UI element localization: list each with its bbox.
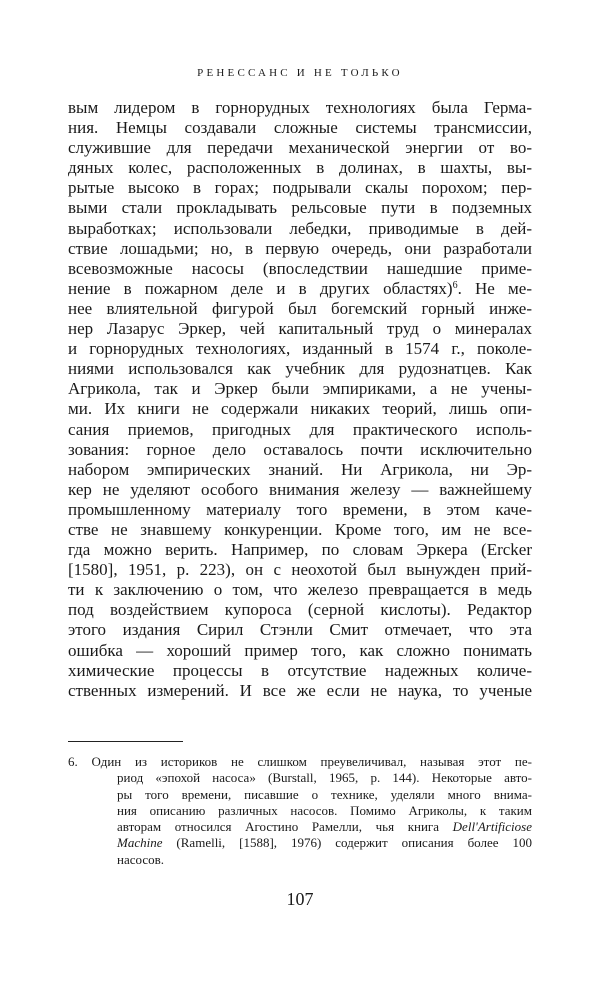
footnote-line: ния описанию различных насосов. Помимо Агриколы, к таким — [117, 802, 532, 818]
text-line: [1580], 1951, p. 223), он с неохотой был вынужден прий- — [68, 560, 532, 580]
text-line: стве не знавшему конкуренции. Кроме того, им не все- — [68, 519, 532, 539]
text-line: нее влиятельной фигурой был богемский горный инже- — [68, 298, 532, 318]
text-line: ми. Их книги не содержали никаких теорий, лишь опи- — [68, 399, 532, 419]
text-line: ошибка — хороший пример того, как сложно понимать — [68, 640, 532, 660]
text-line: рытые высоко в горах; подрывали скалы порохом; пер- — [68, 178, 532, 198]
text-line: ственных измерений. И все же если не наука, то ученые — [68, 680, 532, 700]
footnote-line: риод «эпохой насоса» (Burstall, 1965, p. 144). Некоторые авто- — [117, 770, 532, 786]
text-line — [68, 279, 532, 299]
text-line: набором эмпирических знаний. Ни Агрикола, ни Эр- — [68, 459, 532, 479]
text-line: кер не уделяют особого внимания железу — важнейшему — [68, 479, 532, 499]
text-line: зования: горное дело оставалось почти исключительно — [68, 439, 532, 459]
text-segment: авторам относился Агостино Рамелли, чья книга — [117, 819, 453, 835]
text-line: служившие для передачи механической энергии от во- — [68, 138, 532, 158]
text-line: нер Лазарус Эркер, чей капитальный труд о минералах — [68, 319, 532, 339]
text-line: ти к заключению о том, что железо превращается в медь — [68, 580, 532, 600]
running-head: РЕНЕССАНС И НЕ ТОЛЬКО — [197, 67, 403, 79]
text-line: ния. Немцы создавали сложные системы трансмиссии, — [68, 118, 532, 138]
footnote-reference[interactable]: 6 — [452, 279, 458, 291]
text-segment: (Ramelli, [1588], 1976) содержит описания более 100 — [162, 835, 532, 851]
page-number: 107 — [286, 889, 314, 909]
text-line: этого издания Сирил Стэнли Смит отмечает, что эта — [68, 620, 532, 640]
text-line: всевозможные насосы (впоследствии нашедшие приме- — [68, 258, 532, 278]
text-line: под воздействием купороса (серной кислоты). Редактор — [68, 600, 532, 620]
book-title: Dell'Artificiose — [452, 819, 532, 835]
book-title: Machine — [117, 835, 163, 851]
text-line: химические процессы в отсутствие надежных количе- — [68, 660, 532, 680]
text-segment: . Не ме- — [457, 278, 532, 298]
text-line: выработках; использовали лебедки, приводимые в дей- — [68, 218, 532, 238]
text-line: ниями использовался как учебник для рудознатцев. Как — [68, 359, 532, 379]
text-line: Агрикола, так и Эркер были эмпириками, а не учены- — [68, 379, 532, 399]
text-line: гда можно верить. Например, по словам Эркера (Ercker — [68, 540, 532, 560]
text-segment: нение в пожарном деле и в других областях) — [68, 278, 453, 298]
text-line: вым лидером в горнорудных технологиях была Герма- — [68, 98, 532, 117]
footnote-line: 6. Один из историков не слишком преувеличивал, называя этот пе- — [68, 754, 532, 769]
body-text — [68, 98, 532, 701]
footnote-line: насосов. — [117, 851, 164, 867]
text-line: выми стали прокладывать рельсовые пути в подземных — [68, 198, 532, 218]
text-line: сания приемов, пригодных для практического исполь- — [68, 419, 532, 439]
text-line: ствие лошадьми; но, в первую очередь, они разработали — [68, 238, 532, 258]
text-line: и горнорудных технологиях, изданный в 1574 г., поколе- — [68, 339, 532, 359]
text-line: промышленному материалу того времени, в этом каче- — [68, 499, 532, 519]
footnote-line — [117, 819, 532, 835]
text-line: дяных колес, расположенных в долинах, в шахты, вы- — [68, 158, 532, 178]
footnote-line — [117, 835, 532, 851]
footnote-line: ры того времени, писавшие о технике, уделяли много внима- — [117, 786, 532, 802]
footnote — [68, 754, 532, 868]
footnote-separator — [68, 741, 183, 742]
